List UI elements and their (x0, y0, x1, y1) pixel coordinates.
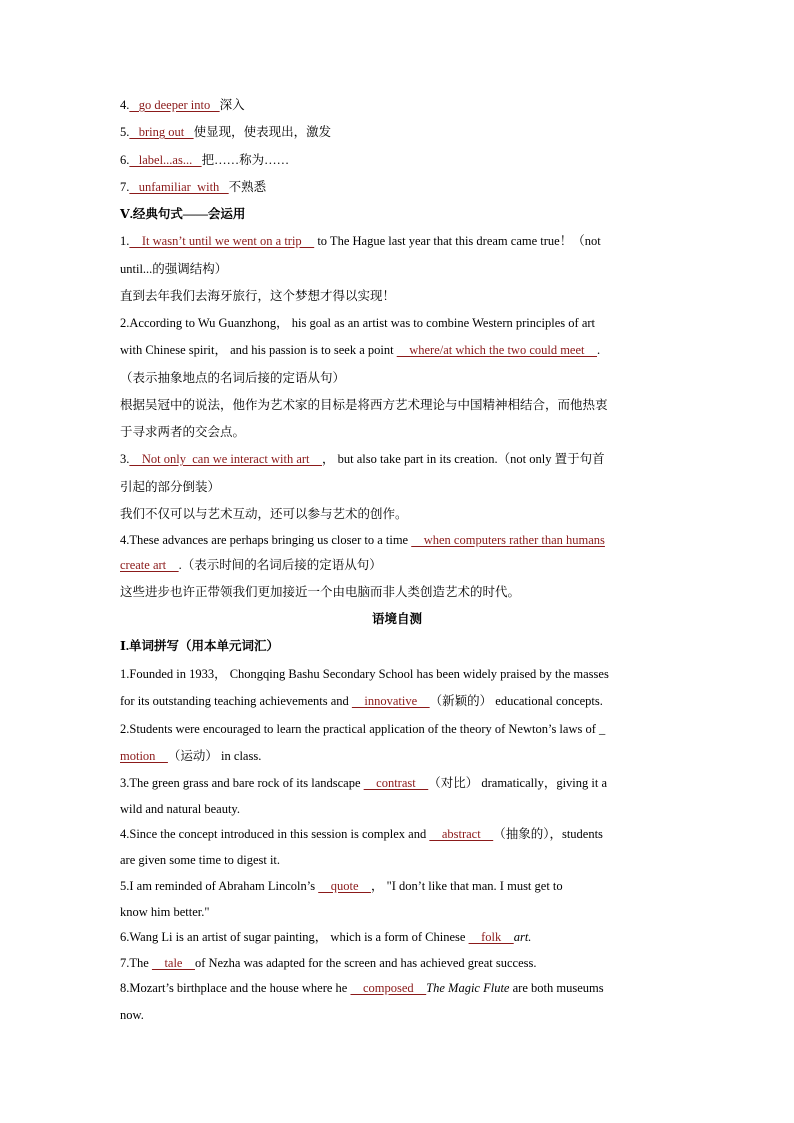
answer-blank: It wasn’t until we went on a trip (129, 234, 315, 248)
item-5: 5.I am reminded of Abraham Lincoln’s quote ， "I don’t like that man. I must get to (120, 879, 563, 893)
answer-blank: go deeper into (129, 98, 220, 112)
sentence-2-translation-cont: 于寻求两者的交会点。 (120, 425, 246, 439)
answer-blank: Not only can we interact with art (129, 452, 323, 466)
sentence-3-translation: 我们不仅可以与艺术互动，还可以参与艺术的创作。 (120, 507, 408, 521)
item-6: 6.Wang Li is an artist of sugar painting， which is a form of Chinese folk art. (120, 930, 532, 944)
sentence-2-cont: with Chinese spirit， and his passion is to seek a point where/at which the two could meet . (120, 343, 601, 357)
item-2: 2.Students were encouraged to learn the practical application of the theory of Newton’s laws of _ (120, 722, 606, 736)
phrase-item-4: 4. go deeper into 深入 (120, 98, 245, 112)
answer-blank: tale (151, 956, 195, 970)
answer-blank: where/at which the two could meet (396, 343, 598, 357)
answer-blank: motion (120, 749, 168, 763)
sentence-1-translation: 直到去年我们去海牙旅行，这个梦想才得以实现！ (120, 289, 396, 303)
answer-blank: innovative (351, 694, 430, 708)
item-4-cont: are given some time to digest it. (120, 853, 281, 867)
answer-blank: contrast (363, 776, 429, 790)
answer-blank: unfamiliar with (129, 180, 229, 194)
item-7: 7.The tale of Nezha was adapted for the screen and has achieved great success. (120, 956, 537, 970)
sentence-1: 1. It wasn’t until we went on a trip to The Hague last year that this dream came true！（not (120, 234, 601, 248)
section-heading: Ⅴ.经典句式——会运用 (120, 207, 246, 221)
item-5-cont: know him better." (120, 905, 210, 919)
sentence-4-cont: create art .（表示时间的名词后接的定语从句） (120, 558, 382, 572)
item-3: 3.The green grass and bare rock of its landscape contrast （对比） dramatically，giving it a (120, 776, 608, 790)
phrase-item-5: 5. bring out 使显现，使表现出，激发 (120, 125, 332, 139)
answer-blank: create art (120, 558, 179, 572)
self-test-heading: 语境自测 (371, 612, 422, 626)
sentence-3: 3. Not only can we interact with art ， but also take part in its creation.（not only 置于句首 (120, 452, 605, 466)
item-3-cont: wild and natural beauty. (120, 802, 240, 816)
section-heading: Ⅰ.单词拼写（用本单元词汇） (120, 639, 279, 653)
answer-blank: folk (468, 930, 514, 944)
item-1: 1.Founded in 1933， Chongqing Bashu Secondary School has been widely praised by the masses (120, 667, 609, 681)
sentence-4-translation: 这些进步也许正带领我们更加接近一个由电脑而非人类创造艺术的时代。 (120, 585, 521, 599)
sentence-1-cont: until...的强调结构） (120, 262, 228, 276)
item-8-cont: now. (120, 1008, 144, 1022)
item-4: 4.Since the concept introduced in this session is complex and abstract （抽象的），students (120, 827, 603, 841)
sentence-3-cont: 引起的部分倒装） (120, 480, 221, 494)
answer-blank: abstract (429, 827, 494, 841)
sentence-2: 2.According to Wu Guanzhong， his goal as an artist was to combine Western principles of art (120, 316, 596, 330)
sentence-2-translation: 根据吴冠中的说法，他作为艺术家的目标是将西方艺术理论与中国精神相结合，而他热衷 (120, 398, 608, 412)
answer-blank: quote (318, 879, 371, 893)
item-2-cont: motion （运动） in class. (120, 749, 262, 763)
answer-blank: bring out (129, 125, 194, 139)
sentence-4: 4.These advances are perhaps bringing us closer to a time when computers rather than humans (120, 533, 605, 547)
item-1-cont: for its outstanding teaching achievements and innovative （新颖的） educational concepts. (120, 694, 603, 708)
phrase-item-7: 7. unfamiliar with 不熟悉 (120, 180, 267, 194)
answer-blank: label...as... (129, 153, 202, 167)
sentence-2-note: （表示抽象地点的名词后接的定语从句） (120, 371, 346, 385)
answer-blank: when computers rather than humans (411, 533, 605, 547)
item-8: 8.Mozart’s birthplace and the house where he composed The Magic Flute are both museums (120, 981, 604, 995)
phrase-item-6: 6. label...as... 把……称为…… (120, 153, 290, 167)
answer-blank: composed (350, 981, 427, 995)
